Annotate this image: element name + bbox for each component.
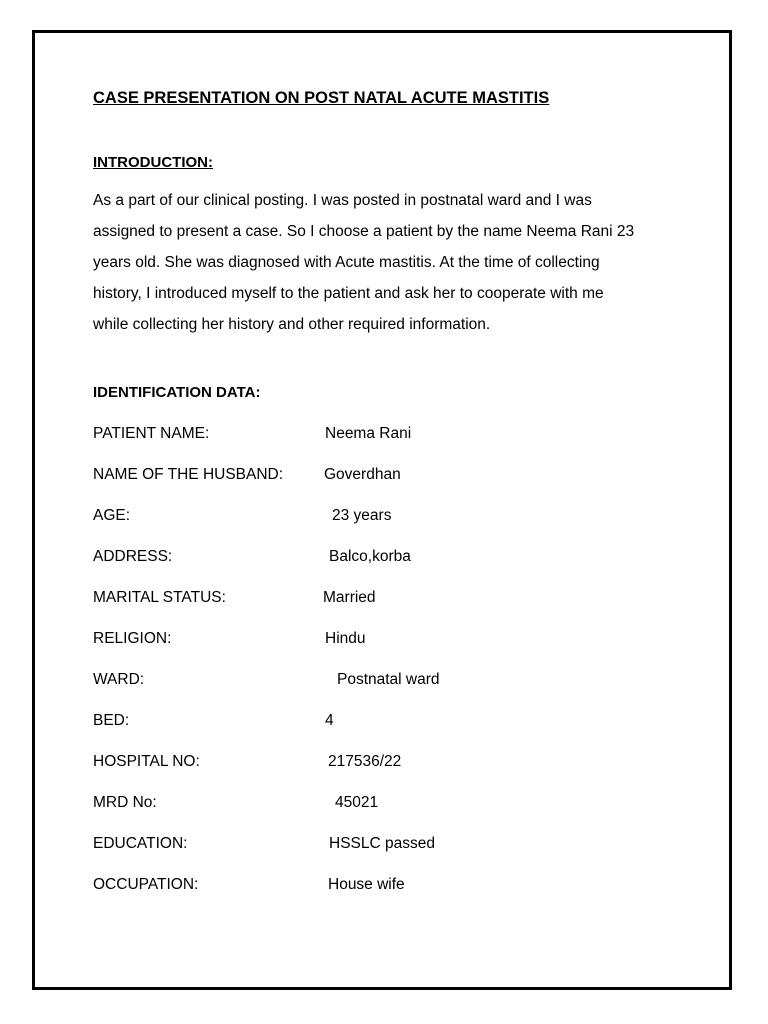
field-value: Married [323, 589, 376, 606]
introduction-line: As a part of our clinical posting. I was posted in postnatal ward and I was [93, 192, 592, 209]
introduction-line: years old. She was diagnosed with Acute mastitis. At the time of collecting [93, 254, 600, 271]
field-label: HOSPITAL NO: [93, 753, 200, 770]
field-value: 45021 [335, 794, 379, 811]
introduction-heading: INTRODUCTION: [93, 154, 213, 171]
field-label: RELIGION: [93, 630, 172, 647]
field-label: NAME OF THE HUSBAND: [93, 466, 284, 483]
field-label: ADDRESS: [93, 548, 173, 565]
field-value: HSSLC passed [329, 835, 435, 852]
field-value: Neema Rani [325, 425, 412, 442]
field-label: PATIENT NAME: [93, 425, 210, 442]
document-title: CASE PRESENTATION ON POST NATAL ACUTE MASTITIS [93, 89, 550, 107]
introduction-line: history, I introduced myself to the patient and ask her to cooperate with me [93, 285, 604, 302]
field-value: 217536/22 [328, 753, 402, 770]
field-value: Goverdhan [324, 466, 401, 483]
identification-heading: IDENTIFICATION DATA: [93, 384, 261, 401]
field-value: 4 [325, 712, 334, 729]
field-value: 23 years [332, 507, 392, 524]
field-label: EDUCATION: [93, 835, 188, 852]
introduction-line: while collecting her history and other required information. [93, 316, 491, 333]
field-label: MRD No: [93, 794, 157, 811]
field-label: OCCUPATION: [93, 876, 199, 893]
field-value: Postnatal ward [337, 671, 440, 688]
field-label: BED: [93, 712, 130, 729]
field-label: WARD: [93, 671, 145, 688]
field-value: Balco,korba [329, 548, 411, 565]
field-value: Hindu [325, 630, 366, 647]
field-label: MARITAL STATUS: [93, 589, 226, 606]
field-label: AGE: [93, 507, 131, 524]
introduction-line: assigned to present a case. So I choose a patient by the name Neema Rani 23 [93, 223, 635, 240]
introduction-paragraph [93, 185, 668, 340]
field-value: House wife [328, 876, 405, 893]
